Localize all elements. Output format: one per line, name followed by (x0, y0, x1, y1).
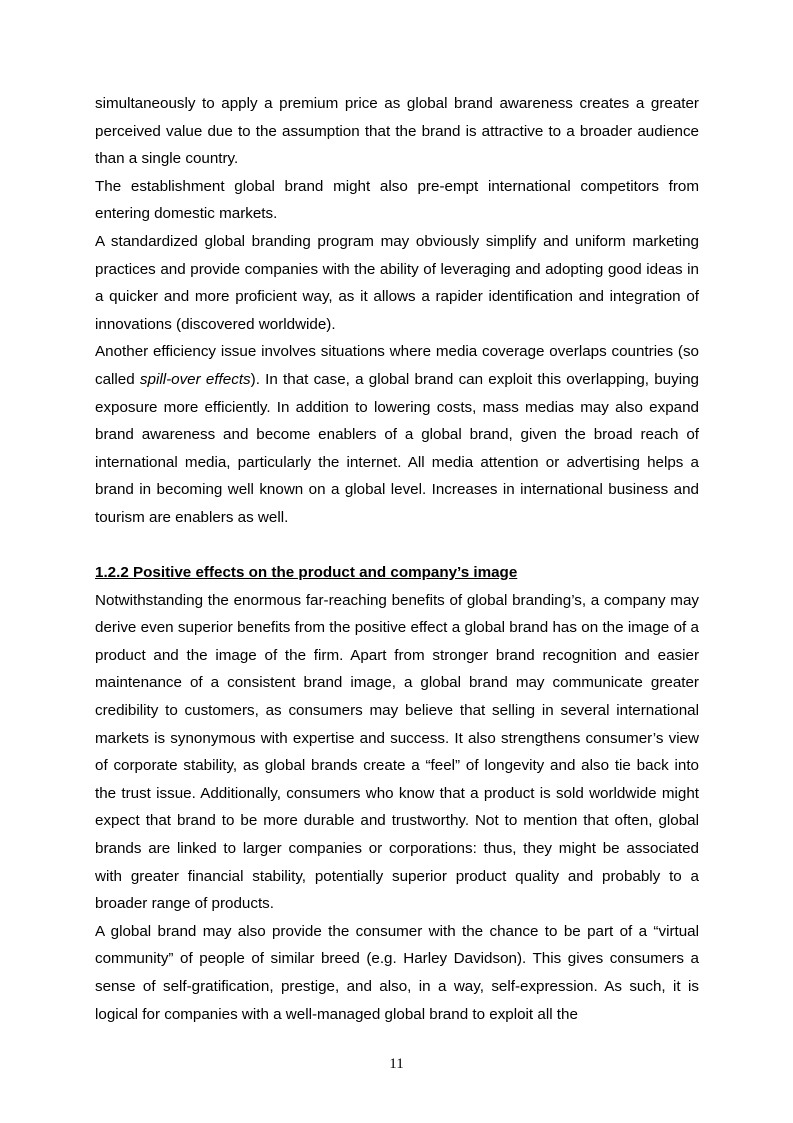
paragraph-premium-price: simultaneously to apply a premium price as global brand awareness creates a greater perceived value due to the assumption that the brand is attractive to a broader audience than a single country. (95, 95, 699, 168)
section-heading: 1.2.2 Positive effects on the product and company’s image (95, 564, 518, 582)
paragraph-pre-empt-competitors: The establishment global brand might also pre-empt international competitors from entering domestic markets. (95, 177, 699, 223)
document-page (95, 90, 699, 1028)
paragraph-positive-effects: Notwithstanding the enormous far-reaching benefits of global branding’s, a company may derive even superior benefits from the positive effect a global brand has on the image of a product and the image of the firm. Apart from stronger brand recognition and easier maintenance of a consistent brand image, a global brand may communicate greater credibility to customers, as consumers may believe that selling in several international markets is synonymous with expertise and success. It also strengthens consumer’s view of corporate stability, as global brands create a “feel” of longevity and also tie back into the trust issue. Additionally, consumers who know that a product is sold worldwide might expect that brand to be more durable and trustworthy. Not to mention that often, global brands are linked to larger companies or corporations: thus, they might be associated with greater financial stability, potentially superior product quality and probably to a broader range of products. (95, 591, 699, 913)
section-gap (95, 532, 699, 560)
paragraph-virtual-community: A global brand may also provide the consumer with the chance to be part of a “virtual community” of people of similar breed (e.g. Harley Davidson). This gives consumers a sense of self-gratification, prestige, and also, in a way, self-expression. As such, it is logical for companies with a well-managed global brand to exploit all the (95, 922, 699, 1023)
paragraph-spill-over-effects (95, 338, 699, 531)
page-number: 11 (389, 1056, 404, 1072)
spillover-emphasis: spill-over effects (139, 370, 251, 388)
spillover-text-before: Another efficiency issue involves situations where media coverage overlaps countries (so called (95, 343, 699, 388)
paragraph-standardized-program: A standardized global branding program may obviously simplify and uniform marketing practices and provide companies with the ability of leveraging and adopting good ideas in a quicker and more proficient way, as it allows a rapider identification and integration of innovations (discovered worldwide). (95, 232, 699, 333)
spillover-text-after: ). In that case, a global brand can exploit this overlapping, buying exposure more efficiently. In addition to lowering costs, mass medias may also expand brand awareness and become enablers of a global brand, given the broad reach of international media, particularly the internet. All media attention or advertising helps a brand in becoming well known on a global level. Increases in international business and tourism are enablers as well. (95, 370, 699, 526)
